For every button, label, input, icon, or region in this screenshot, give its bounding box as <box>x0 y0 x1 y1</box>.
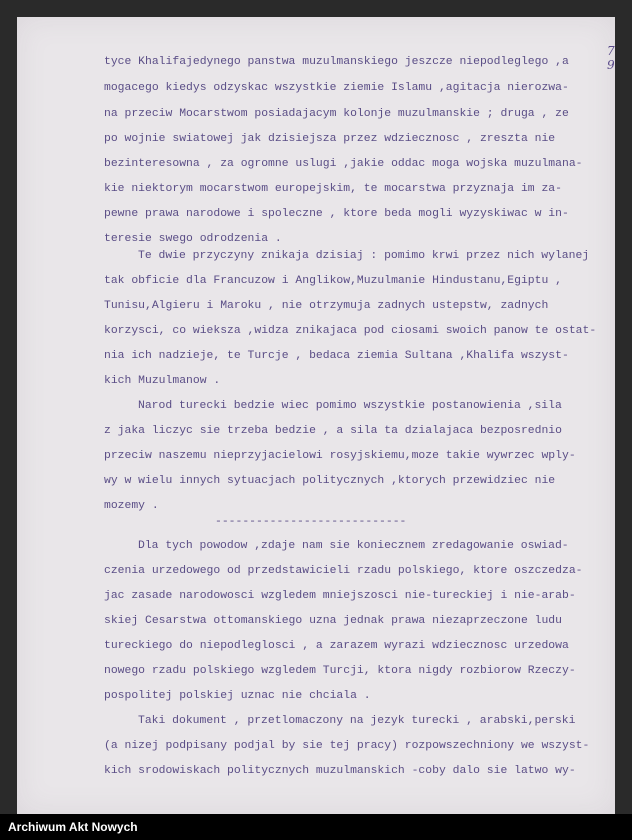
document-page <box>17 17 615 814</box>
text-line: (a nizej podpisany podjal by sie tej pracy) rozpowszechniony we wszyst- <box>104 740 590 752</box>
divider-line: ---------------------------- <box>215 516 407 528</box>
text-line: bezinteresowna , za ogromne uslugi ,jakie oddac moga wojska muzulmana- <box>104 158 583 170</box>
text-line: pospolitej polskiej uznac nie chciala . <box>104 690 371 702</box>
text-line: korzysci, co wieksza ,widza znikajaca pod ciosami swoich panow te ostat- <box>104 325 597 337</box>
text-line: Te dwie przyczyny znikaja dzisiaj : pomimo krwi przez nich wylanej <box>138 250 590 262</box>
archive-label: Archiwum Akt Nowych <box>8 820 138 834</box>
text-line: tyce Khalifajedynego panstwa muzulmanskiego jeszcze niepodleglego ,a <box>104 56 569 68</box>
text-line: jac zasade narodowosci wzgledem mniejszosci nie-tureckiej i nie-arab- <box>104 590 576 602</box>
text-line: Narod turecki bedzie wiec pomimo wszystkie postanowienia ,sila <box>138 400 562 412</box>
text-line: nowego rzadu polskiego wzgledem Turcji, ktora nigdy rozbiorow Rzeczy- <box>104 665 576 677</box>
text-line: z jaka liczyc sie trzeba bedzie , a sila ta dzialajaca bezposrednio <box>104 425 562 437</box>
text-line: czenia urzedowego od przedstawicieli rzadu polskiego, ktore oszczedza- <box>104 565 583 577</box>
text-line: na przeciw Mocarstwom posiadajacym kolonje muzulmanskie ; druga , ze <box>104 108 569 120</box>
text-line: Tunisu,Algieru i Maroku , nie otrzymuja zadnych ustepstw, zadnych <box>104 300 549 312</box>
text-line: wy w wielu innych sytuacjach politycznych ,ktorych przewidziec nie <box>104 475 556 487</box>
page-number: 7 9 <box>607 44 614 72</box>
text-line: tureckiego do niepodleglosci , a zarazem wyrazi wdziecznosc urzedowa <box>104 640 569 652</box>
archive-footer <box>0 814 632 840</box>
text-line: kie niektorym mocarstwom europejskim, te mocarstwa przyznaja im za- <box>104 183 562 195</box>
text-line: Taki dokument , przetlomaczony na jezyk turecki , arabski,perski <box>138 715 576 727</box>
text-line: skiej Cesarstwa ottomanskiego uzna jednak prawa niezaprzeczone ludu <box>104 615 562 627</box>
text-line: przeciw naszemu nieprzyjacielowi rosyjskiemu,moze takie wywrzec wply- <box>104 450 576 462</box>
text-line: nia ich nadzieje, te Turcje , bedaca ziemia Sultana ,Khalifa wszyst- <box>104 350 569 362</box>
text-line: kich srodowiskach politycznych muzulmanskich -coby dalo sie latwo wy- <box>104 765 576 777</box>
text-line: mogacego kiedys odzyskac wszystkie ziemie Islamu ,agitacja nierozwa- <box>104 82 569 94</box>
text-line: Dla tych powodow ,zdaje nam sie koniecznem zredagowanie oswiad- <box>138 540 569 552</box>
text-line: kich Muzulmanow . <box>104 375 221 387</box>
text-line: tak obficie dla Francuzow i Anglikow,Muzulmanie Hindustanu,Egiptu , <box>104 275 562 287</box>
text-line: pewne prawa narodowe i spoleczne , ktore beda mogli wyzyskiwac w in- <box>104 208 569 220</box>
text-line: teresie swego odrodzenia . <box>104 233 282 245</box>
text-line: po wojnie swiatowej jak dzisiejsza przez wdziecznosc , zreszta nie <box>104 133 556 145</box>
text-line: mozemy . <box>104 500 159 512</box>
